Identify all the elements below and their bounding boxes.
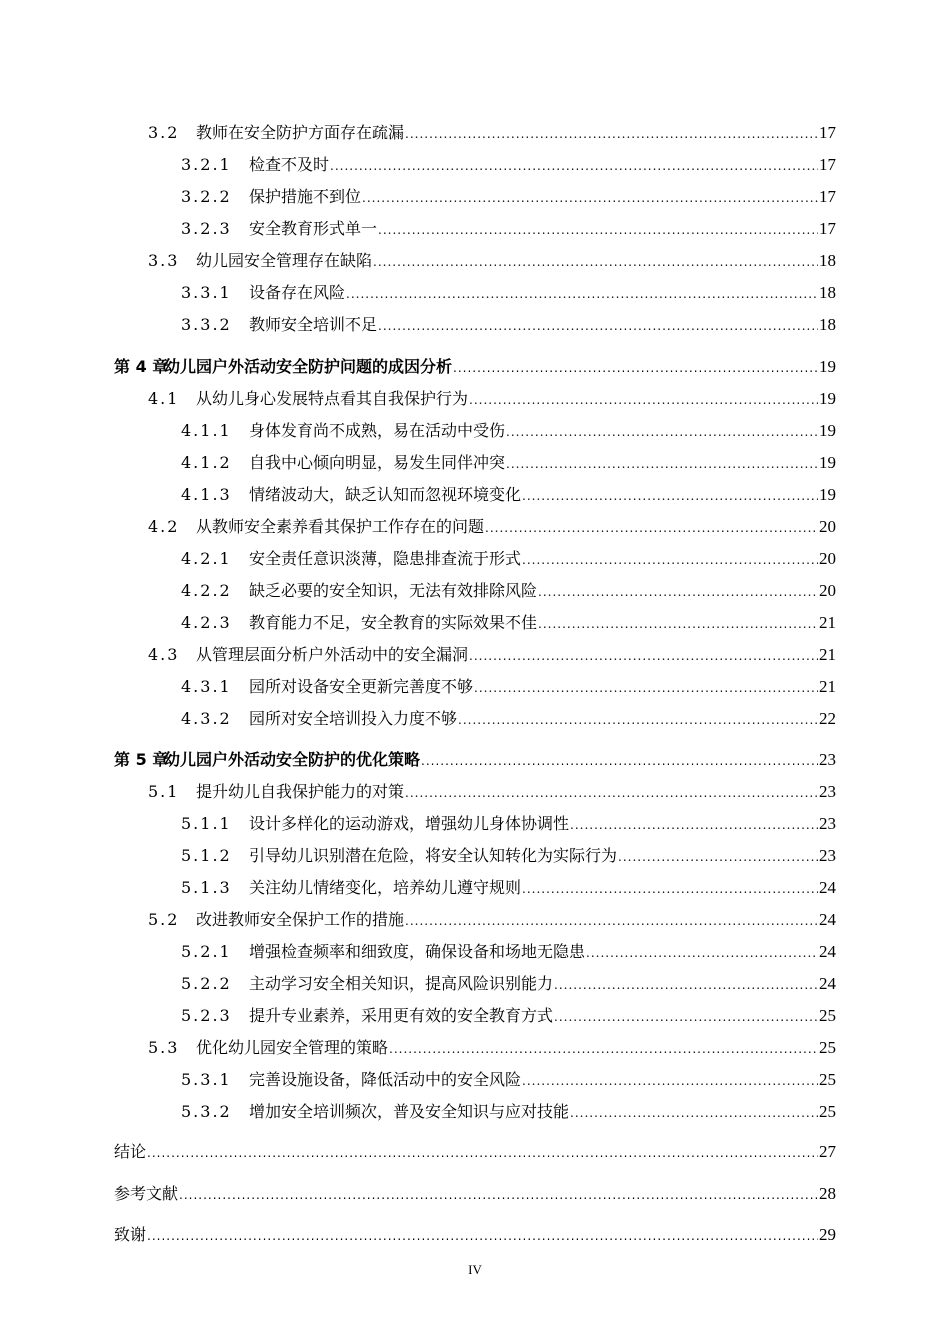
toc-entry[interactable]: [181, 973, 836, 995]
toc-entry-title: 幼儿园安全管理存在缺陷: [196, 251, 373, 270]
toc-entry-page: 19: [819, 453, 836, 472]
toc-entry-number: 5.3.1: [181, 1070, 232, 1089]
toc-entry-page: 24: [819, 974, 836, 993]
toc-entry-number: 5.3.2: [181, 1102, 232, 1121]
toc-entry-number: 4.2.3: [181, 613, 232, 632]
dot-leader: [405, 910, 818, 932]
toc-entry-number: 3.3.1: [181, 283, 232, 302]
toc-entry-title: 优化幼儿园安全管理的策略: [196, 1038, 389, 1057]
toc-entry[interactable]: [181, 1069, 836, 1091]
toc-entry-page: 18: [819, 283, 836, 302]
toc-entry-page: 18: [819, 251, 836, 270]
toc-entry-page: 23: [819, 782, 836, 801]
dot-leader: [570, 1102, 818, 1124]
toc-entry-title: 设计多样化的运动游戏，增强幼儿身体协调性: [249, 814, 570, 833]
toc-entry[interactable]: [148, 250, 836, 272]
toc-entry[interactable]: [181, 484, 836, 506]
toc-entry-page: 20: [819, 517, 836, 536]
toc-entry-page: 25: [819, 1038, 836, 1057]
toc-entry-page: 25: [819, 1006, 836, 1025]
dot-leader: [469, 645, 818, 667]
toc-entry-number: 5.1: [148, 782, 180, 801]
toc-entry-title: 结论: [114, 1142, 147, 1161]
toc-entry-number: 3.2: [148, 123, 180, 142]
toc-entry[interactable]: [181, 941, 836, 963]
toc-entry-page: 24: [819, 878, 836, 897]
dot-leader: [147, 1142, 818, 1164]
toc-entry[interactable]: [148, 909, 836, 931]
toc-entry-title: 园所对安全培训投入力度不够: [249, 709, 458, 728]
toc-entry[interactable]: [181, 877, 836, 899]
toc-entry[interactable]: [181, 154, 836, 176]
dot-leader: [346, 283, 818, 305]
toc-entry-number: 第 4 章: [114, 357, 169, 376]
toc-entry-title: 从管理层面分析户外活动中的安全漏洞: [196, 645, 469, 664]
toc-entry-number: 4.1.2: [181, 453, 232, 472]
dot-leader: [147, 1225, 818, 1247]
toc-entry-title: 园所对设备安全更新完善度不够: [249, 677, 474, 696]
toc-entry-title: 安全教育形式单一: [249, 219, 378, 238]
dot-leader: [506, 421, 818, 443]
dot-leader: [506, 453, 818, 475]
dot-leader: [554, 1006, 818, 1028]
toc-entry[interactable]: [114, 1183, 836, 1205]
toc-entry-title: 缺乏必要的安全知识，无法有效排除风险: [249, 581, 538, 600]
toc-entry-title: 身体发育尚不成熟，易在活动中受伤: [249, 421, 506, 440]
dot-leader: [554, 974, 818, 996]
toc-entry-number: 3.3: [148, 251, 180, 270]
dot-leader: [405, 782, 818, 804]
toc-entry-page: 23: [819, 750, 836, 769]
toc-entry[interactable]: [181, 420, 836, 442]
toc-entry-number: 4.3.2: [181, 709, 232, 728]
toc-entry-number: 5.2.3: [181, 1006, 232, 1025]
dot-leader: [538, 581, 818, 603]
toc-entry-title: 引导幼儿识别潜在危险，将安全认知转化为实际行为: [249, 846, 618, 865]
toc-entry-title: 主动学习安全相关知识，提高风险识别能力: [249, 974, 554, 993]
dot-leader: [362, 187, 818, 209]
toc-entry-number: 5.3: [148, 1038, 180, 1057]
toc-entry-page: 28: [819, 1184, 836, 1203]
toc-entry[interactable]: [148, 516, 836, 538]
toc-entry-title: 情绪波动大，缺乏认知而忽视环境变化: [249, 485, 522, 504]
dot-leader: [373, 251, 818, 273]
toc-entry[interactable]: [148, 644, 836, 666]
dot-leader: [474, 677, 818, 699]
dot-leader: [485, 517, 818, 539]
toc-entry[interactable]: [181, 452, 836, 474]
toc-entry-page: 19: [819, 421, 836, 440]
toc-entry-title: 自我中心倾向明显，易发生同伴冲突: [249, 453, 506, 472]
toc-entry-page: 29: [819, 1225, 836, 1244]
toc-entry[interactable]: [114, 1224, 836, 1246]
toc-entry[interactable]: [181, 612, 836, 634]
dot-leader: [179, 1184, 818, 1206]
toc-entry-page: 27: [819, 1142, 836, 1161]
toc-entry-title: 教师在安全防护方面存在疏漏: [196, 123, 405, 142]
toc-entry-title: 完善设施设备，降低活动中的安全风险: [249, 1070, 522, 1089]
toc-entry-title: 安全责任意识淡薄，隐患排查流于形式: [249, 549, 522, 568]
toc-entry-page: 21: [819, 645, 836, 664]
toc-entry-title: 增强检查频率和细致度，确保设备和场地无隐患: [249, 942, 586, 961]
toc-entry-title: 提升专业素养，采用更有效的安全教育方式: [249, 1006, 554, 1025]
toc-entry-number: 3.2.1: [181, 155, 232, 174]
toc-entry-title: 改进教师安全保护工作的措施: [196, 910, 405, 929]
toc-entry-title: 教师安全培训不足: [249, 315, 378, 334]
toc-entry-page: 20: [819, 581, 836, 600]
toc-entry-page: 25: [819, 1070, 836, 1089]
dot-leader: [453, 357, 818, 379]
toc-entry-number: 3.3.2: [181, 315, 232, 334]
toc-entry-page: 17: [819, 155, 836, 174]
toc-entry[interactable]: [181, 813, 836, 835]
toc-entry-number: 4.1.3: [181, 485, 232, 504]
toc-entry-number: 5.2.2: [181, 974, 232, 993]
toc-entry-title: 参考文献: [114, 1184, 179, 1203]
dot-leader: [538, 613, 818, 635]
toc-entry[interactable]: [148, 1037, 836, 1059]
toc-entry-page: 19: [819, 389, 836, 408]
dot-leader: [405, 123, 818, 145]
toc-entry-page: 23: [819, 846, 836, 865]
toc-entry[interactable]: [181, 845, 836, 867]
toc-entry-page: 17: [819, 219, 836, 238]
toc-entry-title: 增加安全培训频次，普及安全知识与应对技能: [249, 1102, 570, 1121]
toc-entry-page: 19: [819, 357, 836, 376]
toc-entry-title: 致谢: [114, 1225, 147, 1244]
toc-entry-page: 21: [819, 677, 836, 696]
toc-entry-number: 4.3.1: [181, 677, 232, 696]
dot-leader: [389, 1038, 818, 1060]
toc-entry-number: 5.1.2: [181, 846, 232, 865]
toc-entry[interactable]: [181, 676, 836, 698]
toc-entry-title: 检查不及时: [249, 155, 330, 174]
toc-entry-title: 教育能力不足，安全教育的实际效果不佳: [249, 613, 538, 632]
toc-entry-number: 4.2: [148, 517, 180, 536]
toc-entry-number: 5.1.1: [181, 814, 232, 833]
toc-entry-title: 提升幼儿自我保护能力的对策: [196, 782, 405, 801]
toc-entry[interactable]: [114, 356, 836, 378]
toc-entry[interactable]: [181, 1101, 836, 1123]
toc-entry[interactable]: [148, 388, 836, 410]
dot-leader: [570, 814, 818, 836]
toc-entry-page: 21: [819, 613, 836, 632]
toc-entry-title: 保护措施不到位: [249, 187, 362, 206]
toc-entry-page: 20: [819, 549, 836, 568]
toc-entry[interactable]: [148, 122, 836, 144]
toc-entry[interactable]: [181, 580, 836, 602]
toc-entry-title: 幼儿园户外活动安全防护问题的成因分析: [164, 357, 453, 376]
toc-entry-number: 5.2.1: [181, 942, 232, 961]
toc-entry-page: 19: [819, 485, 836, 504]
toc-entry-page: 25: [819, 1102, 836, 1121]
toc-entry-number: 5.2: [148, 910, 180, 929]
toc-entry-page: 22: [819, 709, 836, 728]
dot-leader: [421, 750, 818, 772]
toc-entry-number: 4.2.2: [181, 581, 232, 600]
toc-entry[interactable]: [148, 781, 836, 803]
dot-leader: [522, 1070, 818, 1092]
toc-entry-title: 幼儿园户外活动安全防护的优化策略: [164, 750, 421, 769]
dot-leader: [522, 878, 818, 900]
toc-entry[interactable]: [181, 186, 836, 208]
dot-leader: [618, 846, 818, 868]
toc-entry-page: 17: [819, 123, 836, 142]
toc-entry[interactable]: [181, 282, 836, 304]
toc-entry-number: 第 5 章: [114, 750, 169, 769]
dot-leader: [522, 549, 818, 571]
toc-entry-title: 从幼儿身心发展特点看其自我保护行为: [196, 389, 469, 408]
toc-entry-page: 24: [819, 910, 836, 929]
toc-entry-title: 从教师安全素养看其保护工作存在的问题: [196, 517, 485, 536]
toc-entry-number: 4.1: [148, 389, 180, 408]
toc-entry[interactable]: [114, 1141, 836, 1163]
toc-entry-page: 17: [819, 187, 836, 206]
toc-entry-number: 5.1.3: [181, 878, 232, 897]
toc-entry-page: 24: [819, 942, 836, 961]
dot-leader: [330, 155, 818, 177]
toc-entry-page: 23: [819, 814, 836, 833]
dot-leader: [458, 709, 818, 731]
toc-entry[interactable]: [181, 708, 836, 730]
toc-entry[interactable]: [181, 314, 836, 336]
dot-leader: [469, 389, 818, 411]
dot-leader: [586, 942, 818, 964]
dot-leader: [378, 219, 818, 241]
toc-entry[interactable]: [181, 1005, 836, 1027]
toc-entry-number: 3.2.2: [181, 187, 232, 206]
toc-entry-title: 设备存在风险: [249, 283, 346, 302]
toc-entry-page: 18: [819, 315, 836, 334]
toc-entry-number: 4.2.1: [181, 549, 232, 568]
toc-entry-number: 3.2.3: [181, 219, 232, 238]
page-number: IV: [468, 1262, 482, 1277]
toc-entry[interactable]: [181, 218, 836, 240]
toc-entry-number: 4.1.1: [181, 421, 232, 440]
toc-entry[interactable]: [181, 548, 836, 570]
dot-leader: [522, 485, 818, 507]
toc-entry-number: 4.3: [148, 645, 180, 664]
toc-entry-title: 关注幼儿情绪变化，培养幼儿遵守规则: [249, 878, 522, 897]
dot-leader: [378, 315, 818, 337]
toc-entry[interactable]: [114, 749, 836, 771]
